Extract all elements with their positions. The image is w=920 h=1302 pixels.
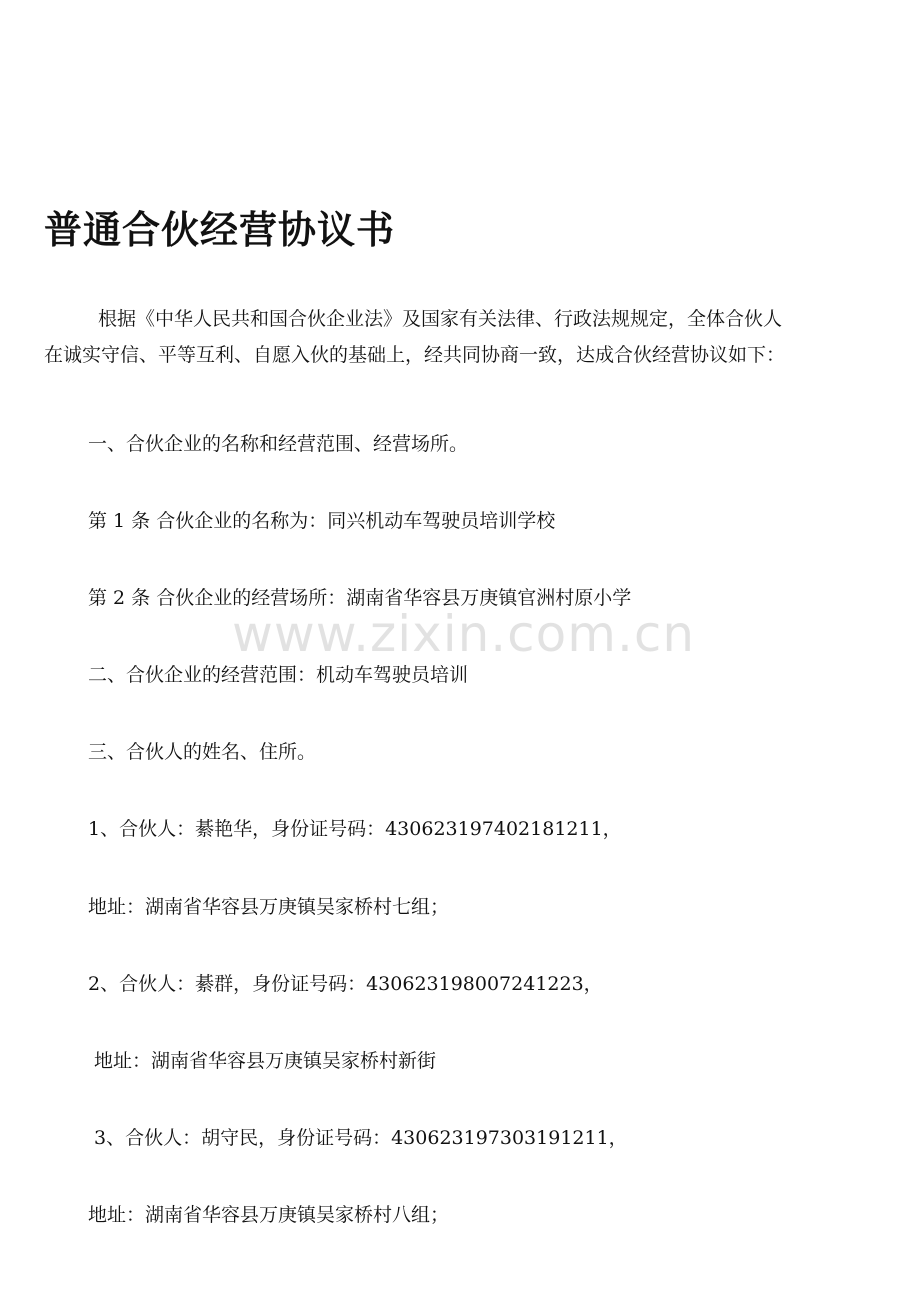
partner-1-address: 地址：湖南省华容县万庚镇吴家桥村七组； — [88, 896, 450, 918]
intro-paragraph — [44, 301, 884, 373]
partner-2: 2、合伙人：綦群，身份证号码：430623198007241223， — [88, 973, 603, 995]
article-1: 第 1 条 合伙企业的名称为：同兴机动车驾驶员培训学校 — [88, 510, 556, 532]
watermark-text: www.zixin.com.cn — [232, 605, 696, 663]
partner-1: 1、合伙人：綦艳华，身份证号码：430623197402181211， — [88, 818, 622, 840]
document-title: 普通合伙经营协议书 — [44, 207, 396, 252]
partner-3: 3、合伙人：胡守民，身份证号码：430623197303191211， — [94, 1127, 628, 1149]
intro-line-1: 根据《中华人民共和国合伙企业法》及国家有关法律、行政法规规定，全体合伙人 — [98, 308, 783, 330]
partner-3-address: 地址：湖南省华容县万庚镇吴家桥村八组； — [88, 1204, 450, 1226]
partner-2-address: 地址：湖南省华容县万庚镇吴家桥村新街 — [94, 1050, 437, 1072]
section-heading-3: 三、合伙人的姓名、住所。 — [88, 741, 317, 763]
section-heading-2: 二、合伙企业的经营范围：机动车驾驶员培训 — [88, 664, 469, 686]
section-heading-1: 一、合伙企业的名称和经营范围、经营场所。 — [88, 433, 469, 455]
intro-line-2: 在诚实守信、平等互利、自愿入伙的基础上，经共同协商一致，达成合伙经营协议如下： — [44, 344, 786, 366]
article-2: 第 2 条 合伙企业的经营场所：湖南省华容县万庚镇官洲村原小学 — [88, 587, 632, 609]
